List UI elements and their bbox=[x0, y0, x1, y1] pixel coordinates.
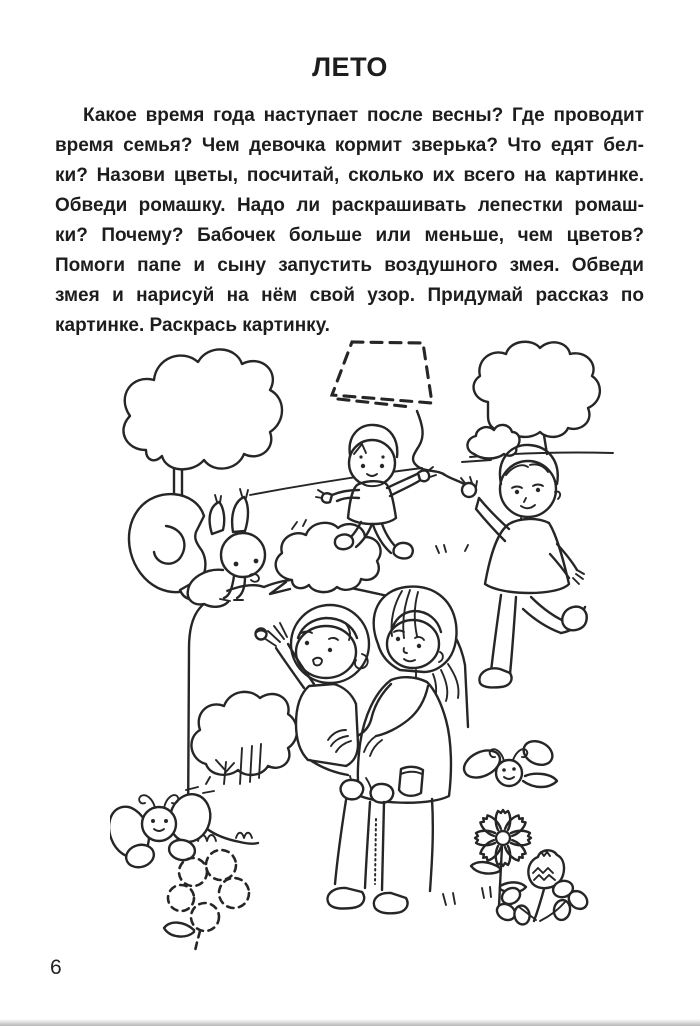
squirrel bbox=[129, 489, 265, 607]
intro-line: ки? Назови цветы, посчитай, сколько их всего на картинке. bbox=[55, 165, 644, 186]
intro-line: картинке. Раскрась картинку. bbox=[55, 315, 330, 336]
intro-text bbox=[55, 101, 644, 341]
bush-small bbox=[467, 425, 519, 459]
daisy-trace-outline bbox=[164, 850, 249, 952]
intro-line: ки? Почему? Бабочек больше или меньше, чем цветов? bbox=[55, 225, 644, 246]
bush bbox=[191, 692, 297, 793]
kite-outline bbox=[332, 342, 432, 407]
coloring-illustration-svg bbox=[110, 332, 622, 957]
father-figure bbox=[461, 445, 587, 688]
tree-left bbox=[123, 349, 282, 508]
intro-line: Обведи ромашку. Надо ли раскрашивать лепестки ромаш- bbox=[55, 195, 644, 216]
coloring-illustration bbox=[110, 332, 622, 957]
intro-line: время семья? Чем девочка кормит зверька? Что едят бел- bbox=[55, 135, 644, 156]
cosmos-flower bbox=[471, 810, 531, 906]
page-title: ЛЕТО bbox=[312, 52, 388, 82]
butterfly-large bbox=[110, 790, 216, 871]
intro-line: Помоги папе и сыну запустить воздушного змея. Обведи bbox=[55, 255, 644, 276]
intro-line: змея и нарисуй на нём свой узор. Придумай рассказ по bbox=[55, 285, 644, 306]
page-edge-shadow bbox=[0, 1019, 700, 1026]
butterfly-small bbox=[460, 737, 557, 787]
mother-figure bbox=[350, 587, 459, 803]
page-number: 6 bbox=[50, 956, 62, 979]
intro-line: Какое время года наступает после весны? Где проводит bbox=[83, 105, 644, 126]
tree-right bbox=[467, 342, 599, 459]
cloud-bush bbox=[270, 523, 381, 594]
